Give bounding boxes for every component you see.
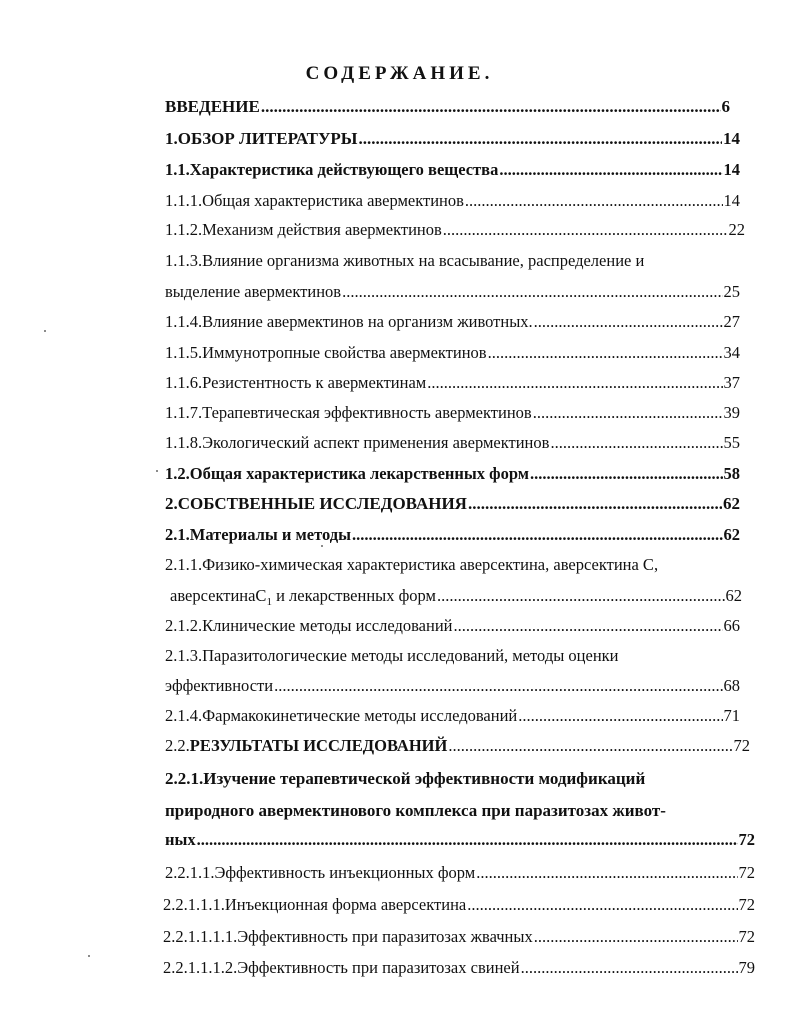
toc-page-number: 39 [723, 403, 740, 422]
toc-entry-2-1-3 [165, 674, 740, 698]
toc-page-number: 72 [738, 927, 755, 946]
toc-entry-text: ных [165, 830, 196, 849]
toc-page-number: 72 [738, 895, 755, 914]
toc-entry-1-1-3-line1: 1.1.3.Влияние организма животных на всасывание, распределение и [165, 251, 645, 270]
toc-entry-text: 1.1.7.Терапевтическая эффективность авермектинов [165, 403, 532, 422]
toc-entry-2-2-1-1-1 [163, 893, 755, 917]
toc-entry-1-1 [165, 158, 740, 182]
toc-page-number: 58 [723, 464, 740, 483]
toc-entry-text: 1.1.8.Экологический аспект применения авермектинов [165, 433, 550, 452]
toc-entry-2-2-1-1-1-1 [163, 925, 755, 949]
toc-entry-text: 1.2.Общая характеристика лекарственных форм [165, 464, 529, 483]
scan-speck [44, 330, 46, 332]
toc-entry-text: эффективности [165, 676, 274, 695]
dot-leader [468, 492, 722, 516]
toc-entry-text: 2.2.1.1.1.2.Эффективность при паразитозах свиней [163, 958, 520, 977]
toc-entry-text: выделение авермектинов [165, 282, 342, 301]
toc-entry-introduction [165, 95, 730, 119]
toc-entry-1-1-6 [165, 371, 740, 395]
toc-entry-2-2-1-line1: 2.2.1.Изучение терапевтической эффективности модификаций [165, 769, 646, 788]
dot-leader [476, 861, 737, 885]
toc-entry-1-1-1 [165, 189, 740, 213]
toc-page-number: 72 [738, 830, 755, 849]
dot-leader [550, 431, 722, 455]
toc-entry-2-2-1-1 [165, 861, 755, 885]
dot-leader [534, 310, 723, 334]
dot-leader [530, 462, 723, 486]
toc-entry-2-2-1 [165, 828, 755, 852]
toc-page-number: 62 [723, 525, 740, 544]
toc-entry-1-1-7 [165, 401, 740, 425]
toc-entry-2-2-1-1-1-2 [163, 956, 755, 980]
dot-leader [499, 158, 722, 182]
toc-page-number: 62 [723, 494, 740, 513]
toc-entry-own-research [165, 492, 740, 516]
toc-entry-2-2-1-line2: природного авермектинового комплекса при паразитозах живот- [165, 801, 666, 820]
toc-entry-1-1-8 [165, 431, 740, 455]
toc-entry-2-1-2 [165, 614, 740, 638]
toc-entry-prefix: 2.2. [165, 736, 190, 755]
toc-entry-text: 1.ОБЗОР ЛИТЕРАТУРЫ [165, 129, 358, 148]
dot-leader [437, 584, 725, 608]
toc-entry-text: 1.1.2.Механизм действия авермектинов [165, 220, 442, 239]
toc-page-number: 14 [723, 191, 740, 210]
dot-leader [521, 956, 738, 980]
dot-leader [359, 127, 723, 151]
toc-entry-2-2 [165, 734, 750, 758]
toc-page-number: 22 [728, 220, 745, 239]
toc-entry-text-b: и лекарственных форм [271, 586, 436, 605]
dot-leader [467, 893, 737, 917]
toc-entry-text: 2.2.1.1.Эффективность инъекционных форм [165, 863, 476, 882]
dot-leader [534, 925, 738, 949]
scan-speck [321, 545, 323, 547]
page-title: СОДЕРЖАНИЕ. [305, 63, 494, 84]
toc-page-number: 55 [723, 433, 740, 452]
toc-entry-text: 1.1.Характеристика действующего вещества [165, 160, 499, 179]
toc-page-number: 68 [723, 676, 740, 695]
toc-entry-2-1-4 [165, 704, 740, 728]
toc-entry-2-1-3-line1: 2.1.3.Паразитологические методы исследований, методы оценки [165, 646, 619, 665]
toc-entry-heading: РЕЗУЛЬТАТЫ ИССЛЕДОВАНИЙ [189, 736, 448, 755]
toc-page-number: 62 [725, 586, 742, 605]
toc-entry-text: 2.1.4.Фармакокинетические методы исследований [165, 706, 518, 725]
toc-page-number: 72 [738, 863, 755, 882]
dot-leader [443, 218, 728, 242]
toc-page-number: 34 [723, 343, 740, 362]
toc-entry-1-2 [165, 462, 740, 486]
dot-leader [465, 189, 723, 213]
toc-entry-1-1-2 [165, 218, 745, 242]
toc-page-number: 66 [723, 616, 740, 635]
toc-entry-text: 2.2.1.1.1.1.Эффективность при паразитозах жвачных [163, 927, 533, 946]
toc-entry-2-1-1 [170, 584, 742, 608]
dot-leader [352, 523, 722, 547]
scan-speck [156, 470, 158, 472]
toc-entry-1-1-3 [165, 280, 740, 304]
toc-entry-1-1-4 [165, 310, 740, 334]
dot-leader [448, 734, 732, 758]
scan-speck [88, 955, 90, 957]
toc-entry-text: 1.1.4.Влияние авермектинов на организм животных. [165, 312, 533, 331]
toc-page-number: 71 [723, 706, 740, 725]
dot-leader [261, 95, 721, 119]
toc-entry-text: 1.1.5.Иммунотропные свойства авермектинов [165, 343, 487, 362]
toc-page-number: 27 [723, 312, 740, 331]
toc-page-number: 37 [723, 373, 740, 392]
toc-page-number: 14 [723, 129, 740, 148]
dot-leader [427, 371, 722, 395]
toc-page-number: 72 [733, 736, 750, 755]
dot-leader [197, 828, 738, 852]
toc-entry-text: 2.2.1.1.1.Инъекционная форма аверсектина [163, 895, 467, 914]
toc-entry-2-1 [165, 523, 740, 547]
toc-entry-text [165, 734, 447, 758]
toc-page-number: 79 [738, 958, 755, 977]
dot-leader [488, 341, 723, 365]
dot-leader [274, 674, 722, 698]
toc-entry-text: 1.1.6.Резистентность к авермектинам [165, 373, 427, 392]
toc-entry-text: 1.1.1.Общая характеристика авермектинов [165, 191, 464, 210]
dot-leader [518, 704, 722, 728]
toc-page-number: 6 [721, 97, 730, 116]
dot-leader [454, 614, 723, 638]
toc-entry-text: 2.1.2.Клинические методы исследований [165, 616, 453, 635]
toc-entry-literature-review [165, 127, 740, 151]
subscript-one: 1 [266, 596, 272, 608]
toc-page-number: 14 [723, 160, 740, 179]
toc-entry-text: ВВЕДЕНИЕ [165, 97, 260, 116]
toc-entry-text: 2.1.Материалы и методы [165, 525, 352, 544]
dot-leader [533, 401, 723, 425]
toc-entry-text [170, 584, 436, 610]
toc-entry-1-1-5 [165, 341, 740, 365]
toc-entry-text-a: аверсектинаС [170, 586, 267, 605]
toc-entry-2-1-1-line1: 2.1.1.Физико-химическая характеристика аверсектина, аверсектина С, [165, 555, 659, 574]
toc-page-number: 25 [723, 282, 740, 301]
dot-leader [342, 280, 722, 304]
toc-entry-text: 2.СОБСТВЕННЫЕ ИССЛЕДОВАНИЯ [165, 494, 467, 513]
